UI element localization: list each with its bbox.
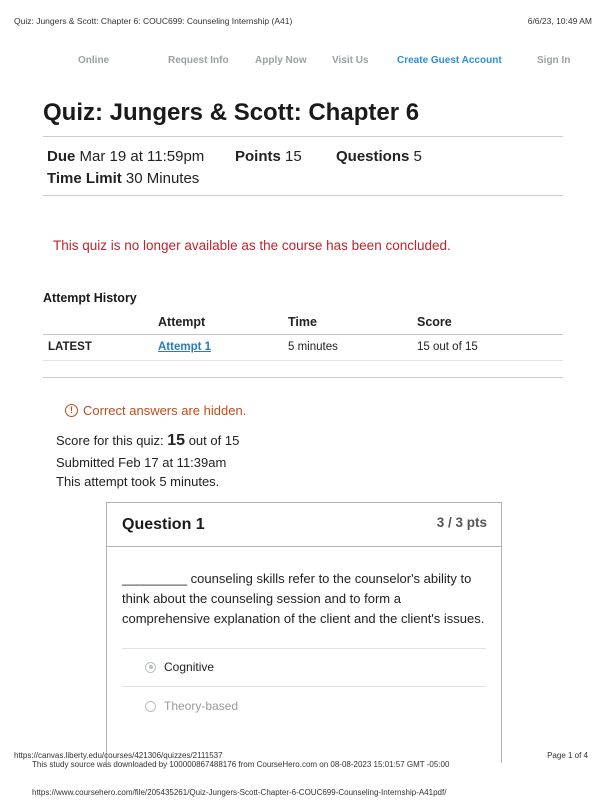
question-header [107, 503, 501, 547]
points-info [235, 148, 302, 165]
footer-url: https://canvas.liberty.edu/courses/421306/quizzes/2111537 [14, 751, 223, 760]
attempt-time: 5 minutes [288, 341, 338, 353]
nav-create-guest-account-link[interactable]: Create Guest Account [397, 55, 502, 66]
attempt-score: 15 out of 15 [417, 341, 478, 353]
col-header-attempt: Attempt [158, 315, 206, 329]
top-nav [0, 55, 606, 69]
answer-option[interactable] [145, 660, 214, 674]
score-value: 15 [167, 432, 186, 449]
question-text: _________ counseling skills refer to the counselor's ability to think about the counseling session and to form a comprehensive explanation of the client and the client's issues. [122, 571, 485, 626]
radio-unselected-icon [145, 701, 156, 712]
score-suffix: out of 15 [188, 433, 240, 448]
time-limit-value: 30 Minutes [125, 170, 200, 187]
answer-divider [122, 686, 486, 687]
page-title: Quiz: Jungers & Scott: Chapter 6 [43, 99, 420, 126]
footer-source-note: This study source was downloaded by 100000867488176 from CourseHero.com on 08-08-2023 15:01:57 GMT -05:00 [32, 760, 450, 769]
meta-divider [43, 195, 563, 196]
points-value: 15 [285, 148, 302, 165]
points-label: Points [235, 148, 281, 165]
due-label: Due [47, 148, 76, 165]
footer-page-number: Page 1 of 4 [547, 751, 588, 760]
nav-apply-now-link[interactable]: Apply Now [255, 55, 307, 66]
answer-option[interactable] [145, 699, 238, 713]
attempt-history-heading: Attempt History [43, 291, 137, 305]
unavailable-notice: This quiz is no longer available as the course has been concluded. [53, 238, 451, 253]
hidden-answers-text: Correct answers are hidden. [83, 403, 247, 418]
time-limit-label: Time Limit [47, 170, 122, 187]
nav-sign-in-link[interactable]: Sign In [537, 55, 571, 66]
nav-online-link[interactable]: Online [78, 55, 110, 66]
score-line [56, 432, 239, 450]
col-header-time: Time [288, 315, 317, 329]
due-value: Mar 19 at 11:59pm [79, 148, 205, 165]
nav-request-info-link[interactable]: Request Info [168, 55, 229, 66]
radio-selected-icon [145, 662, 156, 673]
nav-visit-us-link[interactable]: Visit Us [332, 55, 369, 66]
warning-icon: ! [65, 404, 78, 417]
col-header-score: Score [417, 315, 452, 329]
questions-info [336, 148, 422, 165]
footer-source-url: https://www.coursehero.com/file/205435261/Quiz-Jungers-Scott-Chapter-6-COUC699-Counseling-Internship-A41pdf/ [32, 788, 447, 797]
attempt-1-link[interactable]: Attempt 1 [158, 341, 212, 353]
duration-line: This attempt took 5 minutes. [56, 474, 220, 489]
questions-value: 5 [413, 148, 422, 165]
latest-label: LATEST [48, 341, 92, 353]
title-divider [43, 136, 563, 137]
print-page-title: Quiz: Jungers & Scott: Chapter 6: COUC699: Counseling Internship (A41) [14, 16, 293, 26]
table-row-divider [43, 360, 563, 361]
print-datetime: 6/6/23, 10:49 AM [527, 16, 592, 26]
due-info [47, 148, 204, 165]
question-card [106, 502, 502, 763]
answer-label: Cognitive [164, 660, 215, 674]
submitted-line: Submitted Feb 17 at 11:39am [56, 455, 227, 470]
attempt-cell [158, 341, 211, 353]
answer-divider [122, 648, 486, 649]
time-limit-info [47, 170, 199, 187]
table-header-divider [43, 334, 563, 335]
results-divider [43, 377, 563, 378]
score-prefix: Score for this quiz: [56, 433, 164, 448]
question-title: Question 1 [122, 516, 205, 533]
answer-label: Theory-based [164, 699, 239, 713]
question-points: 3 / 3 pts [436, 515, 487, 530]
questions-label: Questions [336, 148, 410, 165]
hidden-answers-notice [65, 403, 246, 418]
